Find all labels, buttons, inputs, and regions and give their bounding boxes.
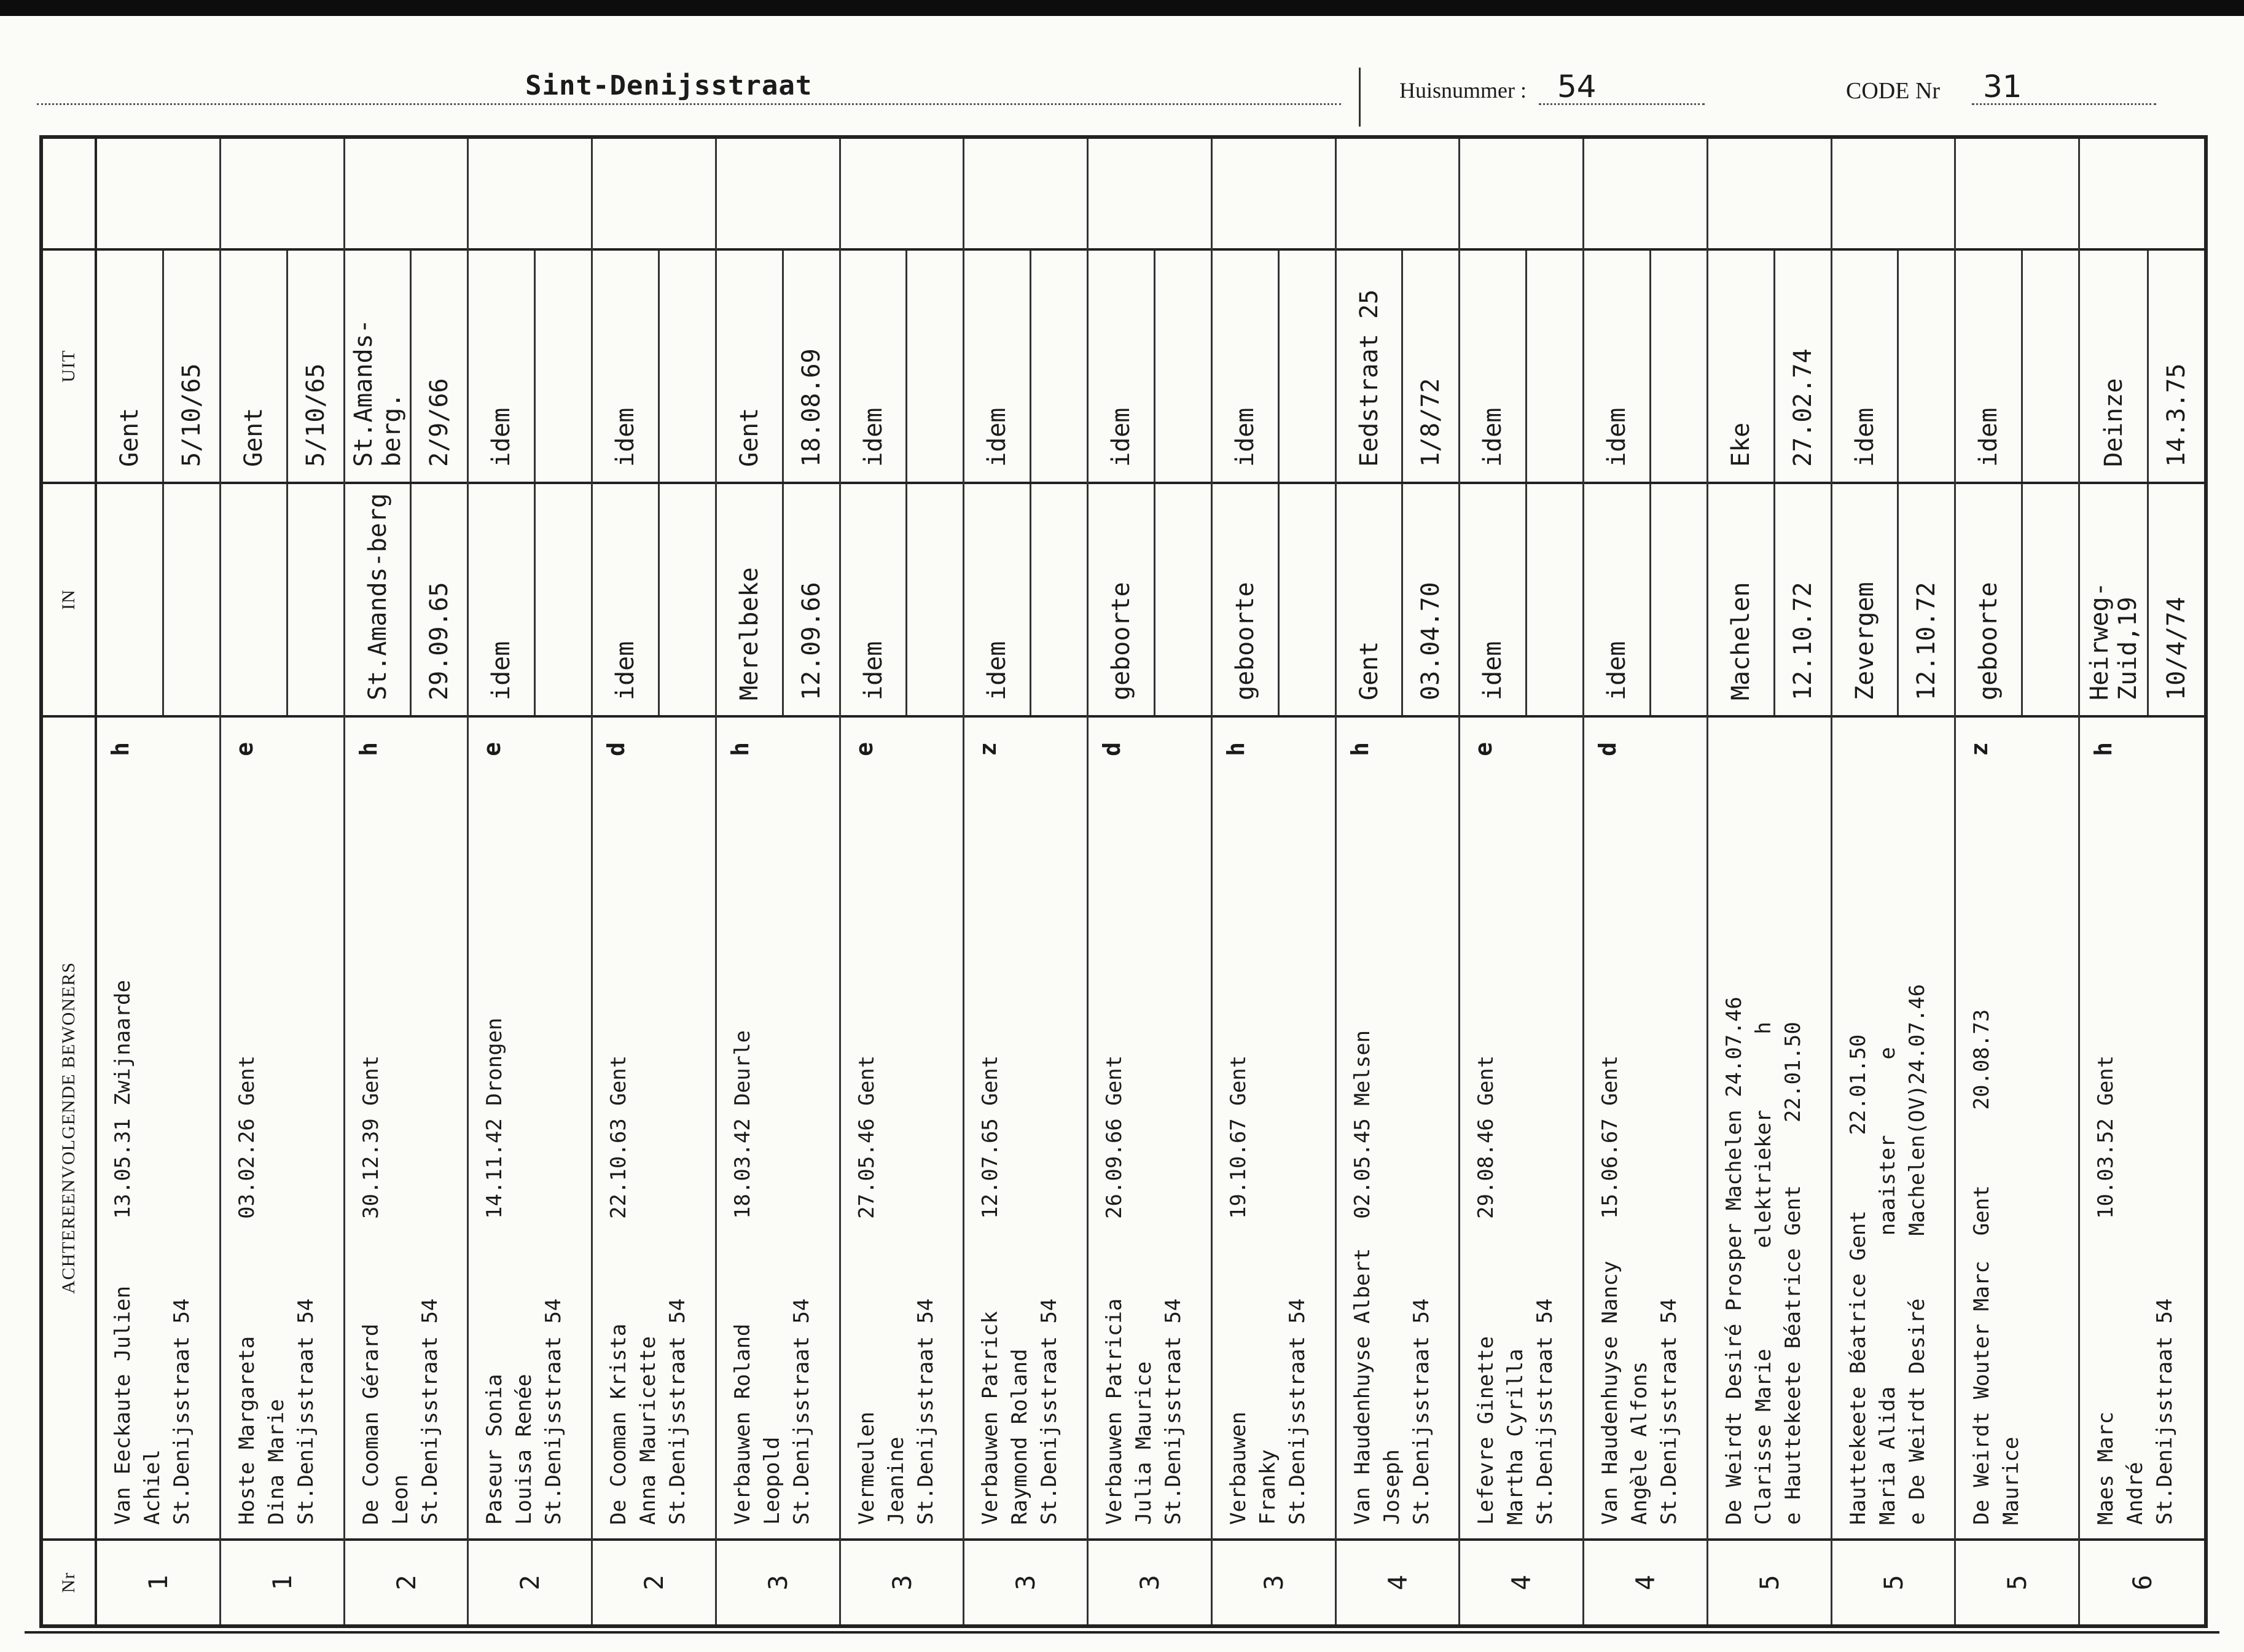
resident-line-2: André <box>2123 1462 2148 1525</box>
resident-entry <box>1337 715 1459 1538</box>
in-date <box>660 484 715 715</box>
uit-date <box>1899 251 1954 482</box>
row-nr: 1 <box>221 1538 343 1624</box>
table-row <box>717 139 841 1624</box>
row-nr: 4 <box>1584 1538 1706 1624</box>
resident-line-1: De Weirdt Wouter Marc Gent 20.08.73 <box>1969 1009 1995 1525</box>
in-cell <box>469 482 591 715</box>
uit-cell <box>221 248 343 482</box>
birth-date-place: 18.03.42 Deurle <box>730 1030 755 1219</box>
uit-date <box>2023 251 2078 482</box>
table-row <box>841 139 965 1624</box>
blank-cell <box>717 139 839 248</box>
blank-cell <box>221 139 343 248</box>
resident-line-2: Angèle Alfons <box>1627 1361 1652 1525</box>
resident-line-1: Paseur Sonia <box>482 1374 507 1525</box>
in-date <box>1527 484 1582 715</box>
resident-entry <box>1584 715 1706 1538</box>
gender-code: e <box>850 742 878 756</box>
blank-cell <box>1089 139 1211 248</box>
blank-cell <box>1708 139 1831 248</box>
uit-cell <box>2080 248 2204 482</box>
in-date <box>1651 484 1706 715</box>
uit-place: idem <box>964 251 1031 482</box>
table-row <box>221 139 345 1624</box>
uit-place: idem <box>1460 251 1527 482</box>
gender-code: e <box>1470 742 1498 756</box>
in-date <box>1280 484 1335 715</box>
resident-line-2: Julia Maurice <box>1132 1361 1157 1525</box>
in-place: geboorte <box>1213 484 1280 715</box>
resident-line-2: Leopold <box>759 1436 784 1525</box>
table-row <box>1213 139 1337 1624</box>
row-nr: 6 <box>2080 1538 2204 1624</box>
uit-date <box>1155 251 1211 482</box>
resident-entry <box>345 715 467 1538</box>
birth-date-place: 29.08.46 Gent <box>1474 1055 1499 1219</box>
blank-cell <box>1832 139 1955 248</box>
resident-entry <box>469 715 591 1538</box>
in-cell <box>1956 482 2078 715</box>
uit-cell <box>1708 248 1831 482</box>
uit-cell <box>345 248 467 482</box>
resident-entry <box>717 715 839 1538</box>
table-row <box>97 139 221 1624</box>
in-place: Merelbeke <box>717 484 784 715</box>
uit-cell <box>717 248 839 482</box>
blank-cell <box>1337 139 1459 248</box>
in-date <box>2023 484 2078 715</box>
in-cell <box>964 482 1087 715</box>
resident-line-1: Van Haudenhuyse Albert <box>1350 1248 1375 1525</box>
uit-date: 1/8/72 <box>1417 378 1445 467</box>
in-cell <box>593 482 715 715</box>
resident-line-3: St.Denijsstraat 54 <box>170 1298 195 1525</box>
gender-code: d <box>1594 742 1622 756</box>
resident-line-3: St.Denijsstraat 54 <box>541 1298 566 1525</box>
table-row <box>2080 139 2204 1624</box>
row-nr: 3 <box>1213 1538 1335 1624</box>
resident-line-3: e Hauttekeete Béatrice Gent 22.01.50 <box>1780 1022 1805 1525</box>
resident-line-2: Leon <box>388 1474 413 1525</box>
uit-date: 18.08.69 <box>797 348 826 467</box>
uit-date: 5/10/65 <box>177 363 206 467</box>
header-separator <box>1359 68 1361 127</box>
row-nr: 2 <box>593 1538 715 1624</box>
resident-entry <box>1460 715 1582 1538</box>
column-header-row <box>43 139 97 1624</box>
birth-date-place: 22.10.63 Gent <box>606 1055 631 1219</box>
birth-date-place: 19.10.67 Gent <box>1226 1055 1251 1219</box>
in-date: 10/4/74 <box>2162 597 2191 700</box>
resident-line-1: Van Eeckaute Julien <box>111 1286 136 1525</box>
uit-place: idem <box>469 251 536 482</box>
uit-place: idem <box>841 251 908 482</box>
resident-line-3: St.Denijsstraat 54 <box>417 1298 442 1525</box>
in-cell <box>1460 482 1582 715</box>
column-uit-header: UIT <box>43 248 95 482</box>
table-row <box>1337 139 1461 1624</box>
blank-cell <box>1460 139 1582 248</box>
resident-line-1: Verbauwen Roland <box>730 1323 755 1525</box>
in-cell <box>717 482 839 715</box>
in-cell <box>1213 482 1335 715</box>
in-cell <box>1089 482 1211 715</box>
resident-line-3: St.Denijsstraat 54 <box>913 1298 938 1525</box>
in-place: Heirweg-Zuid,19 <box>2080 484 2149 715</box>
in-cell <box>97 482 219 715</box>
in-place: Gent <box>1337 484 1404 715</box>
blank-cell <box>964 139 1087 248</box>
birth-date-place: 13.05.31 Zwijnaarde <box>111 980 136 1219</box>
table-row <box>469 139 593 1624</box>
in-place <box>97 484 164 715</box>
gender-code: z <box>974 742 1002 756</box>
uit-cell <box>1832 248 1955 482</box>
gender-code: d <box>1098 742 1126 756</box>
table-row <box>1956 139 2080 1624</box>
house-number-value: 54 <box>1557 69 1597 104</box>
row-nr: 1 <box>97 1538 219 1624</box>
uit-cell <box>97 248 219 482</box>
resident-line-2: Jeanine <box>883 1436 909 1525</box>
resident-line-2: Anna Mauricette <box>636 1336 661 1525</box>
resident-line-2: Clarisse Marie elektrieker h <box>1751 1022 1776 1525</box>
register-table <box>39 135 2208 1628</box>
table-row <box>593 139 717 1624</box>
in-cell <box>841 482 963 715</box>
uit-date <box>1031 251 1087 482</box>
blank-cell <box>1213 139 1335 248</box>
uit-date <box>1651 251 1706 482</box>
in-date: 29.09.65 <box>425 582 454 700</box>
gender-code: h <box>1222 742 1249 756</box>
resident-line-1: Van Haudenhuyse Nancy <box>1598 1261 1623 1525</box>
gender-code: d <box>603 742 630 756</box>
birth-date-place: 02.05.45 Melsen <box>1350 1030 1375 1219</box>
bottom-margin-line <box>25 1631 2219 1652</box>
resident-line-2: Maria Alida naaister e <box>1875 1047 1900 1525</box>
in-cell <box>1832 482 1955 715</box>
in-date <box>536 484 591 715</box>
row-nr: 5 <box>1956 1538 2078 1624</box>
in-date <box>288 484 343 715</box>
gender-code: h <box>726 742 754 756</box>
uit-cell <box>1337 248 1459 482</box>
gender-code: h <box>107 742 135 756</box>
resident-line-2: Raymond Roland <box>1007 1349 1033 1525</box>
resident-line-2: Louisa Renée <box>512 1374 537 1525</box>
in-place: idem <box>593 484 660 715</box>
uit-place: Eedstraat 25 <box>1337 251 1404 482</box>
row-nr: 3 <box>841 1538 963 1624</box>
row-nr: 5 <box>1832 1538 1955 1624</box>
in-date <box>1155 484 1211 715</box>
resident-line-3: St.Denijsstraat 54 <box>1657 1298 1682 1525</box>
in-place: idem <box>469 484 536 715</box>
uit-place: idem <box>1213 251 1280 482</box>
resident-line-3: St.Denijsstraat 54 <box>1161 1298 1186 1525</box>
uit-place: idem <box>1584 251 1651 482</box>
blank-cell <box>1956 139 2078 248</box>
in-place: idem <box>841 484 908 715</box>
blank-cell <box>345 139 467 248</box>
blank-cell <box>841 139 963 248</box>
in-place: geboorte <box>1956 484 2023 715</box>
birth-date-place: 14.11.42 Drongen <box>482 1017 507 1219</box>
resident-line-3: St.Denijsstraat 54 <box>1037 1298 1062 1525</box>
table-row <box>345 139 469 1624</box>
row-nr: 3 <box>1089 1538 1211 1624</box>
resident-line-3: e De Weirdt Desiré Machelen(OV)24.07.46 <box>1904 984 1929 1525</box>
resident-line-1: De Weirdt Desiré Prosper Machelen 24.07.46 <box>1721 996 1746 1525</box>
row-nr: 3 <box>964 1538 1087 1624</box>
uit-cell <box>964 248 1087 482</box>
resident-line-1: Hoste Margareta <box>234 1336 259 1525</box>
blank-cell <box>1584 139 1706 248</box>
in-date <box>907 484 963 715</box>
uit-place: St.Amands-berg. <box>345 251 412 482</box>
in-place: geboorte <box>1089 484 1155 715</box>
gender-code: z <box>1966 742 1993 756</box>
resident-entry <box>2080 715 2204 1538</box>
house-number-label: Huisnummer : <box>1399 78 1527 103</box>
resident-line-3: St.Denijsstraat 54 <box>1409 1298 1434 1525</box>
uit-place: idem <box>1956 251 2023 482</box>
resident-entry <box>1213 715 1335 1538</box>
table-row <box>1708 139 1832 1624</box>
in-cell <box>2080 482 2204 715</box>
resident-line-3: St.Denijsstraat 54 <box>1284 1298 1310 1525</box>
top-border-band <box>0 0 2244 16</box>
resident-line-1: Hauttekeete Béatrice Gent 22.01.50 <box>1845 1034 1871 1525</box>
resident-line-2: Maurice <box>1999 1436 2024 1525</box>
resident-line-2: Franky <box>1255 1449 1280 1525</box>
in-cell <box>1337 482 1459 715</box>
resident-line-1: Vermeulen <box>854 1411 879 1525</box>
birth-date-place: 12.07.65 Gent <box>978 1055 1003 1219</box>
resident-line-3: St.Denijsstraat 54 <box>293 1298 318 1525</box>
uit-place: Deinze <box>2080 251 2149 482</box>
uit-date: 5/10/65 <box>301 363 330 467</box>
in-cell <box>221 482 343 715</box>
uit-cell <box>841 248 963 482</box>
in-cell <box>345 482 467 715</box>
resident-line-3: St.Denijsstraat 54 <box>789 1298 814 1525</box>
resident-line-1: Maes Marc <box>2093 1411 2119 1525</box>
resident-entry <box>1089 715 1211 1538</box>
resident-line-1: Verbauwen Patricia <box>1102 1298 1127 1525</box>
gender-code: h <box>1346 742 1374 756</box>
table-row <box>1460 139 1584 1624</box>
resident-line-3: St.Denijsstraat 54 <box>665 1298 690 1525</box>
table-row <box>1089 139 1213 1624</box>
resident-line-1: Lefevre Ginette <box>1474 1336 1499 1525</box>
column-in-header: IN <box>43 482 95 715</box>
uit-date <box>1280 251 1335 482</box>
in-cell <box>1708 482 1831 715</box>
in-date: 12.10.72 <box>1912 582 1941 700</box>
in-place: idem <box>1584 484 1651 715</box>
uit-date: 2/9/66 <box>425 378 454 467</box>
birth-date-place: 03.02.26 Gent <box>234 1055 259 1219</box>
resident-entry <box>221 715 343 1538</box>
uit-cell <box>1584 248 1706 482</box>
resident-entry <box>964 715 1087 1538</box>
birth-date-place: 10.03.52 Gent <box>2093 1055 2119 1219</box>
uit-cell <box>593 248 715 482</box>
uit-cell <box>1213 248 1335 482</box>
row-nr: 2 <box>345 1538 467 1624</box>
birth-date-place: 27.05.46 Gent <box>854 1055 879 1219</box>
resident-line-3: St.Denijsstraat 54 <box>2152 1298 2178 1525</box>
blank-cell <box>2080 139 2204 248</box>
in-date: 12.10.72 <box>1788 582 1817 700</box>
resident-entry <box>1832 715 1955 1538</box>
resident-line-2: Martha Cyrilla <box>1503 1349 1528 1525</box>
street-dotted-line <box>37 103 1341 105</box>
in-cell <box>1584 482 1706 715</box>
row-nr: 2 <box>469 1538 591 1624</box>
in-date <box>164 484 219 715</box>
uit-place: Gent <box>717 251 784 482</box>
uit-place: idem <box>1089 251 1155 482</box>
column-residents-header: ACHTEREENVOLGENDE BEWONERS <box>43 715 95 1538</box>
table-row <box>1584 139 1708 1624</box>
birth-date-place: 30.12.39 Gent <box>358 1055 383 1219</box>
resident-entry <box>593 715 715 1538</box>
resident-line-3: St.Denijsstraat 54 <box>1533 1298 1558 1525</box>
uit-date: 27.02.74 <box>1788 348 1817 467</box>
in-date: 12.09.66 <box>797 582 826 700</box>
uit-place: Eke <box>1708 251 1775 482</box>
uit-date: 14.3.75 <box>2162 363 2191 467</box>
resident-line-1: De Cooman Gérard <box>358 1323 383 1525</box>
resident-line-2: Joseph <box>1379 1449 1404 1525</box>
column-nr-header: Nr <box>43 1538 95 1624</box>
blank-cell <box>593 139 715 248</box>
blank-cell <box>97 139 219 248</box>
street-name: Sint-Denijsstraat <box>525 70 813 101</box>
table-row <box>1832 139 1957 1624</box>
in-date <box>1031 484 1087 715</box>
resident-entry <box>841 715 963 1538</box>
row-nr: 4 <box>1337 1538 1459 1624</box>
gender-code: h <box>2090 742 2117 756</box>
resident-entry <box>1956 715 2078 1538</box>
uit-place: idem <box>1832 251 1899 482</box>
gender-code: e <box>230 742 258 756</box>
row-nr: 4 <box>1460 1538 1582 1624</box>
uit-date <box>1527 251 1582 482</box>
in-place: Zevergem <box>1832 484 1899 715</box>
code-value: 31 <box>1983 69 2022 104</box>
rotated-register-table <box>39 135 2208 1628</box>
birth-date-place: 15.06.67 Gent <box>1598 1055 1623 1219</box>
resident-line-1: Verbauwen Patrick <box>978 1311 1003 1525</box>
row-nr: 3 <box>717 1538 839 1624</box>
in-place: Machelen <box>1708 484 1775 715</box>
uit-place: Gent <box>97 251 164 482</box>
resident-line-1: Verbauwen <box>1226 1411 1251 1525</box>
table-row <box>964 139 1089 1624</box>
card-header <box>0 16 2244 133</box>
uit-cell <box>1089 248 1211 482</box>
resident-line-2: Dina Marie <box>264 1399 289 1525</box>
uit-place: idem <box>593 251 660 482</box>
uit-date <box>660 251 715 482</box>
resident-line-2: Achiel <box>140 1449 165 1525</box>
row-nr: 5 <box>1708 1538 1831 1624</box>
uit-cell <box>469 248 591 482</box>
uit-cell <box>1956 248 2078 482</box>
resident-entry <box>1708 715 1831 1538</box>
resident-line-1: De Cooman Krista <box>606 1323 631 1525</box>
in-place: idem <box>964 484 1031 715</box>
gender-code: e <box>479 742 506 756</box>
in-place <box>221 484 288 715</box>
gender-code: h <box>354 742 382 756</box>
uit-date <box>536 251 591 482</box>
birth-date-place: 26.09.66 Gent <box>1102 1055 1127 1219</box>
uit-date <box>907 251 963 482</box>
blank-cell <box>469 139 591 248</box>
code-label: CODE Nr <box>1846 78 1941 104</box>
in-place: idem <box>1460 484 1527 715</box>
in-place: St.Amands-berg <box>345 484 412 715</box>
in-date: 03.04.70 <box>1417 582 1445 700</box>
resident-entry <box>97 715 219 1538</box>
uit-place: Gent <box>221 251 288 482</box>
uit-cell <box>1460 248 1582 482</box>
column-blank-header <box>43 139 95 248</box>
